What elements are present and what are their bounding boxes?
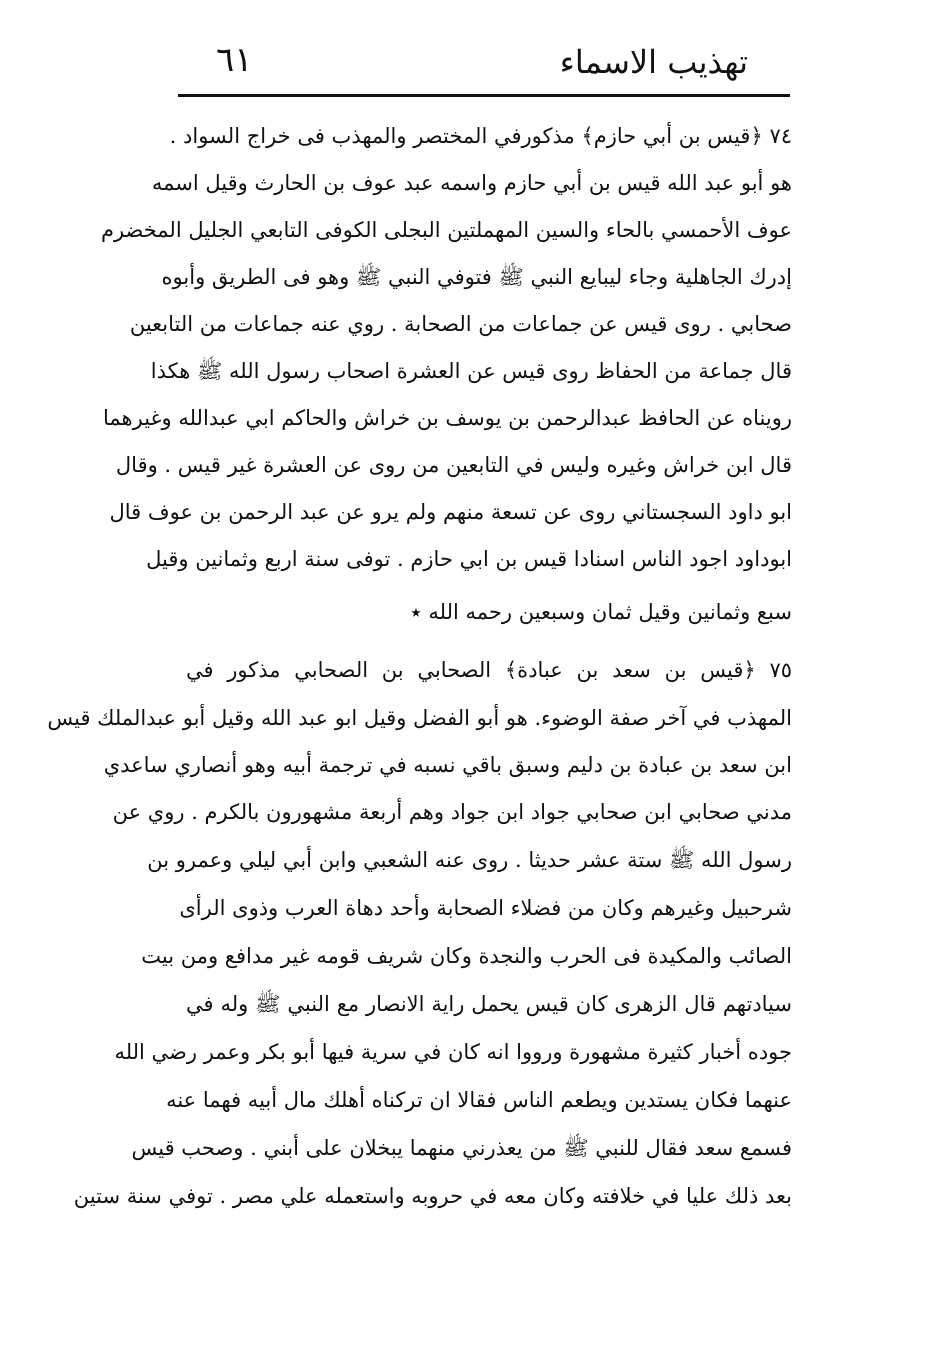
text-line: قال جماعة من الحفاظ روى قيس عن العشرة اصحاب رسول الله ﷺ هكذا (150, 359, 792, 383)
text-line: شرحبيل وغيرهم وكان من فضلاء الصحابة وأحد دهاة العرب وذوى الرأى (179, 896, 792, 920)
page-number: ٦١ (216, 40, 253, 80)
text-line: ابو داود السجستاني روى عن تسعة منهم ولم يرو عن عبد الرحمن بن عوف قال (109, 500, 792, 524)
text-line: عوف الأحمسي بالحاء والسين المهملتين البجلى الكوفى التابعي الجليل المخضرم (100, 218, 792, 242)
text-line: إدرك الجاهلية وجاء ليبايع النبي ﷺ فتوفي النبي ﷺ وهو فى الطريق وأبوه (161, 265, 792, 289)
text-line: ابن سعد بن عبادة بن دليم وسبق باقي نسبه في ترجمة أبيه وهو أنصاري ساعدي (103, 753, 792, 777)
text-line: ابوداود اجود الناس اسنادا قيس بن ابي حازم . توفى سنة اربع وثمانين وقيل (146, 547, 792, 571)
text-line: ٧٥ ﴿قيس بن سعد بن عبادة﴾ الصحابي بن الصحابي مذكور في (186, 658, 792, 682)
text-line: ٧٤ ﴿قيس بن أبي حازم﴾ مذكورفي المختصر والمهذب فى خراج السواد . (169, 124, 792, 148)
text-line: بعد ذلك عليا في خلافته وكان معه في حروبه واستعمله علي مصر . توفي سنة ستين (73, 1184, 792, 1208)
text-line: مدني صحابي ابن صحابي جواد ابن جواد وهم أربعة مشهورون بالكرم . روي عن (112, 800, 792, 824)
text-line: رسول الله ﷺ ستة عشر حديثا . روى عنه الشعبي وابن أبي ليلي وعمرو بن (147, 848, 792, 872)
text-line: قال ابن خراش وغيره وليس في التابعين من روى عن العشرة غير قيس . وقال (115, 453, 792, 477)
text-line: رويناه عن الحافظ عبدالرحمن بن يوسف بن خراش والحاكم ابي عبدالله وغيرهما (103, 406, 792, 430)
text-line: عنهما فكان يستدين ويطعم الناس فقالا ان تركناه أهلك مال أبيه فهما عنه (166, 1088, 792, 1112)
text-line: هو أبو عبد الله قيس بن أبي حازم واسمه عبد عوف بن الحارث وقيل اسمه (151, 171, 792, 195)
text-line: سبع وثمانين وقيل ثمان وسبعين رحمه الله ٭ (410, 600, 792, 624)
header-rule (178, 94, 790, 97)
text-line: سيادتهم قال الزهرى كان قيس يحمل راية الانصار مع النبي ﷺ وله في (186, 992, 792, 1016)
text-line: فسمع سعد فقال للنبي ﷺ من يعذرني منهما يبخلان على أبني . وصحب قيس (131, 1136, 792, 1160)
text-line: صحابي . روى قيس عن جماعات من الصحابة . روي عنه جماعات من التابعين (129, 312, 792, 336)
text-line: المهذب في آخر صفة الوضوء. هو أبو الفضل وقيل ابو عبد الله وقيل أبو عبدالملك قيس (47, 706, 792, 730)
text-line: الصائب والمكيدة فى الحرب والنجدة وكان شريف قومه غير مدافع ومن بيت (141, 944, 792, 968)
text-line: جوده أخبار كثيرة مشهورة ورووا انه كان في سرية فيها أبو بكر وعمر رضي الله (114, 1040, 792, 1064)
running-title: تهذيب الاسماء (559, 43, 748, 81)
page-header (178, 38, 778, 86)
